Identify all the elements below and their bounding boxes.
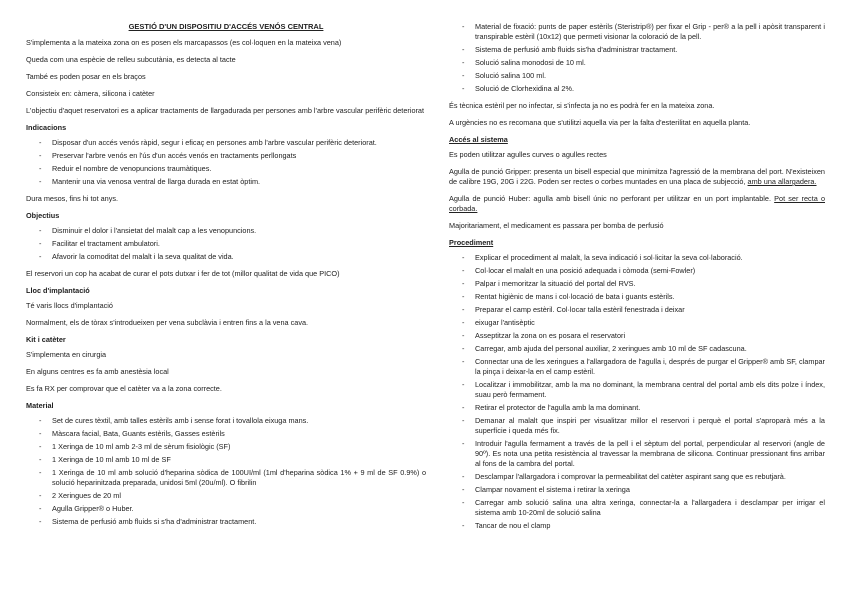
paragraph: Es fa RX per comprovar que el catèter va a la zona correcte. xyxy=(26,384,222,393)
kit-heading: Kit i catèter xyxy=(26,335,66,344)
list-item: - Rentat higiènic de mans i col·locació de bata i guants estèrils. xyxy=(475,292,825,302)
acces-heading: Accés al sistema xyxy=(449,135,508,144)
acces-text: Es poden utilitzar agulles curves o agulles rectes xyxy=(449,150,607,159)
procediment-heading: Procediment xyxy=(449,238,494,247)
list-item: - Tancar de nou el clamp xyxy=(475,521,825,531)
list-item: - Retirar el protector de l'agulla amb la ma dominant. xyxy=(475,403,825,413)
huber-underlined: Pot ser recta o corbada. xyxy=(449,194,825,213)
lloc-section xyxy=(26,301,426,328)
list-item: - Solució salina monodosi de 10 ml. xyxy=(475,58,825,68)
procediment-list xyxy=(449,253,825,531)
list-item: - 1 Xeringa de 10 ml amb solució d'heparina sòdica de 100UI/ml (1ml d'heparina sòdica 1% + 9 ml de SF 0.9%) o solució heparinitzada preparada, unidosi 5ml (20u/ml). O fibrilin xyxy=(52,468,426,488)
paragraph: S'implementa a la mateixa zona on es posen els marcapassos (es col·loquen en la mateixa vena) xyxy=(26,38,342,47)
list-item: - Facilitar el tractament ambulatori. xyxy=(52,239,426,249)
list-item: - Reduir el nombre de venopuncions traumàtiques. xyxy=(52,164,426,174)
right-column xyxy=(449,22,825,538)
list-item: - Solució salina 100 ml. xyxy=(475,71,825,81)
list-item: - Preparar el camp estèril. Col·locar talla estèril fenestrada i deixar xyxy=(475,305,825,315)
list-item: - Clampar novament el sistema i retirar la xeringa xyxy=(475,485,825,495)
list-item: - Solució de Clorhexidina al 2%. xyxy=(475,84,825,94)
paragraph: També es poden posar en els braços xyxy=(26,72,146,81)
list-item: - Palpar i memoritzar la situació del portal del RVS. xyxy=(475,279,825,289)
paragraph: L'objectiu d'aquet reservatori es a aplicar tractaments de llargadurada per persones amb l'arbre vascular perifèric deteriorat xyxy=(26,106,425,115)
list-item: - Preservar l'arbre venós en l'ús d'un accés venós en tractaments perllongats xyxy=(52,151,426,161)
list-item: - Agulla Gripper® o Huber. xyxy=(52,504,426,514)
material-list xyxy=(26,416,426,527)
list-item: - Set de cures tèxtil, amb talles estèrils amb i sense forat i tovallola eixuga mans. xyxy=(52,416,426,426)
list-item: - Sistema de perfusió amb fluids sis'ha d'administrar tractament. xyxy=(475,45,825,55)
list-item: - Carregar, amb ajuda del personal auxiliar, 2 xeringues amb 10 ml de SF cadascuna. xyxy=(475,344,825,354)
list-item: - 2 Xeringues de 20 ml xyxy=(52,491,426,501)
urgencies-text: A urgències no es recomana que s'utilitzi aquella via per la falta d'esterilitat en aquella planta. xyxy=(449,118,751,127)
paragraph: Queda com una espècie de relleu subcutània, es detecta al tacte xyxy=(26,55,236,64)
majoritariament-text: Majoritariament, el medicament es passara per bomba de perfusió xyxy=(449,221,664,230)
huber-paragraph xyxy=(449,194,825,214)
paragraph: S'implementa en cirurgia xyxy=(26,350,107,359)
list-item: - Mantenir una via venosa ventral de llarga durada en estat òptim. xyxy=(52,177,426,187)
list-item: - Disminuir el dolor i l'ansietat del malalt cap a les venopuncions. xyxy=(52,226,426,236)
material-continued-list xyxy=(449,22,825,94)
intro-section xyxy=(26,38,426,116)
list-item: - Màscara facial, Bata, Guants estèrils, Gasses estèrils xyxy=(52,429,426,439)
objectius-heading: Objectius xyxy=(26,211,60,220)
kit-section xyxy=(26,350,426,394)
list-item: - Sistema de perfusió amb fluids si s'ha d'administrar tractament. xyxy=(52,517,426,527)
list-item: - Carregar amb solució salina una altra xeringa, connectar-la a l'allargadera i desclampar per irrigar el sistema amb 10-20ml de solució salina xyxy=(475,498,825,518)
list-item: - Col·locar el malalt en una posició adequada i còmoda (semi-Fowler) xyxy=(475,266,825,276)
gripper-text: Agulla de punció Gripper: presenta un bisell especial que minimitza l'agressió de la membrana del port. N'existeixen de calibre 19G, 20G i 22G. Poden ser rectes o corbes muntades en una placa de subjecció, xyxy=(449,167,825,186)
reservori-text: El reservori un cop ha acabat de curar el pots dutxar i fer de tot (millor qualitat de vida que PICO) xyxy=(26,269,340,278)
list-item: - Demanar al malalt que inspiri per visualitzar millor el reservori i perquè el portal s'aproparà més a la superfície i queda més fix. xyxy=(475,416,825,436)
list-item: - Afavorir la comoditat del malalt i la seva qualitat de vida. xyxy=(52,252,426,262)
document-title: GESTIÓ D'UN DISPOSITIU D'ACCÉS VENÓS CENTRAL xyxy=(128,22,324,31)
list-item: - Localitzar i immobilitzar, amb la ma no dominant, la membrana central del portal amb els dits polze i índex, suau però fermament. xyxy=(475,380,825,400)
list-item: - eixugar l'antisèptic xyxy=(475,318,825,328)
list-item: - Asseptitzar la zona on es posara el reservatori xyxy=(475,331,825,341)
indicacions-heading: Indicacions xyxy=(26,123,67,132)
paragraph: En alguns centres es fa amb anestèsia local xyxy=(26,367,169,376)
list-item: - Material de fixació: punts de paper estèrils (Steristrip®) per fixar el Grip - per® a la pell i apòsit transparent i transpirable estèril (10x12) que permeti visionar la coloració de la pell. xyxy=(475,22,825,42)
indicacions-list xyxy=(26,138,426,187)
list-item: - 1 Xeringa de 10 ml amb 10 ml de SF xyxy=(52,455,426,465)
list-item: - Disposar d'un accés venós ràpid, segur i eficaç en persones amb l'arbre vascular perifèric deteriorat. xyxy=(52,138,426,148)
gripper-paragraph xyxy=(449,167,825,187)
material-heading: Material xyxy=(26,401,54,410)
paragraph: Consisteix en: càmera, silicona i catèter xyxy=(26,89,155,98)
objectius-list xyxy=(26,226,426,262)
list-item: - Desclampar l'allargadora i comprovar la permeabilitat del catèter aspirant sang que es rebutjarà. xyxy=(475,472,825,482)
left-column xyxy=(26,22,426,534)
lloc-heading: Lloc d'implantació xyxy=(26,286,90,295)
gripper-underlined: amb una allargadera. xyxy=(747,177,817,186)
huber-text: Agulla de punció Huber: agulla amb bisell únic no perforant per utilitzar en un port implantable. xyxy=(449,194,775,203)
list-item: - 1 Xeringa de 10 ml amb 2-3 ml de sèrum fisiològic (SF) xyxy=(52,442,426,452)
list-item: - Connectar una de les xeringues a l'allargadora de l'agulla i, després de purgar el Gripper® amb SF, clampar la pinça i deixar-la en el camp estèril. xyxy=(475,357,825,377)
tecnica-text: És tècnica estèril per no infectar, si s'infecta ja no es podrà fer en la mateixa zona. xyxy=(449,101,715,110)
list-item: - Introduir l'agulla fermament a través de la pell i el sèptum del portal, perpendicular al reservori (angle de 90º). Es nota una petita resistència al travessar la membrana de silicona. Continuar pressionant fins arribar al fons de la cambra del portal. xyxy=(475,439,825,469)
paragraph: Normalment, els de tòrax s'introdueixen per vena subclàvia i entren fins a la vena cava. xyxy=(26,318,309,327)
paragraph: Té varis llocs d'implantació xyxy=(26,301,113,310)
durada-text: Dura mesos, fins hi tot anys. xyxy=(26,194,119,203)
list-item: - Explicar el procediment al malalt, la seva indicació i sol·licitar la seva col·laboració. xyxy=(475,253,825,263)
